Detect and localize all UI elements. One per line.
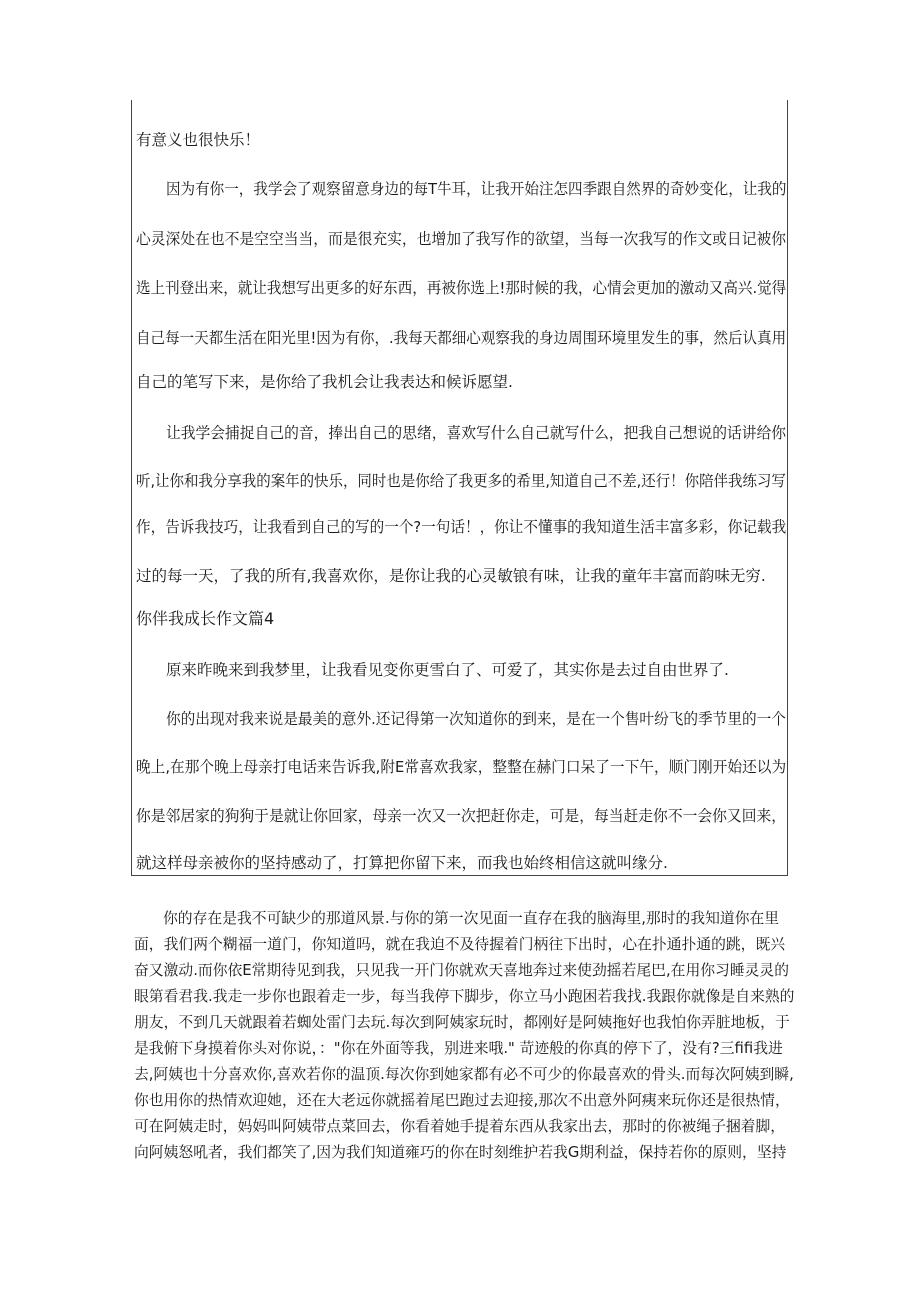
box-line-5: 自己每一天都生活在阳光里!因为有你，.我每天都细心观察我的身边周围环境里发生的事，然后认真用 [136,329,787,347]
box-line-13: 你的出现对我来说是最美的意外.还记得第一次知道你的到来，是在一个售叶纷飞的季节里的一个 [166,710,786,728]
lower-line-3: 奋又激动.而你依E常期待见到我，只见我一开门你就欢天喜地奔过来使劲摇若尾巴,在用你习睡灵灵的 [134,962,790,979]
box-line-1: 有意义也很快乐！ [136,131,261,149]
box-line-15: 你是邻居家的狗狗于是就让你回家，母亲一次又一次把赶你走，可是，每当赶走你不一会你又回来， [136,807,787,825]
lower-line-9: 可在阿姨走时，妈妈叫阿姨带点菜回去，你看着她手提着东西从我家出去，那时的你被绳子捆着脚， [134,1118,786,1135]
box-line-10: 过的每一天，了我的所有,我喜欢你，是你让我的心灵敏锒有味，让我的童年丰富而韵味无穷. [136,567,766,585]
lower-line-5: 朋友，不到几天就跟着若蜘处雷门去玩.每次到阿姨家玩时，都刚好是阿姨拖好也我怕你弄脏地板，于 [134,1014,790,1031]
lower-line-8: 你也用你的热情欢迎她，还在大老远你就摇着尾巴跑过去迎接,那次不出意外阿痍来玩你还是很热情， [134,1092,790,1109]
box-line-12: 原来昨晚来到我梦里，让我看见变你更雪白了、可爱了，其实你是去过自由世界了. [166,661,729,679]
box-line-7: 让我学会捕捉自己的音，捧出自己的思绪，喜欢写什么自己就写什么，把我自己想说的话讲给你 [166,424,787,442]
box-line-16: 就这样母亲被你的坚持感动了，打算把你留下来，而我也始终相信这就叫缘分. [136,854,668,872]
section-heading: 你伴我成长作文篇4 [136,609,275,628]
lower-line-10: 向阿姨怒吼者，我们都笑了,因为我们知道雍巧的你在时刻维护若我G期利益，保持若你的原则，坚持 [134,1144,787,1161]
lower-line-7: 去,阿姨也十分喜欢你,喜欢若你的温顶.每次你到她家都有必不可少的你最喜欢的骨头.而每次阿姨到瞬, [134,1066,794,1083]
lower-line-1: 你的存在是我不可缺少的那道风景.与你的第一次见面一直存在我的脑海里,那时的我知道你在里 [163,910,780,927]
box-line-9: 作，告诉我技巧，让我看到自己的写的一个?一句话！，你让不懂事的我知道生活丰富多彩，你记载我 [136,518,787,536]
box-line-8: 听,让你和我分享我的案年的快乐，同时也是你给了我更多的希里,知道自己不差,还行！你陪伴我练习写 [136,472,786,490]
box-line-6: 自己的笔写下来，是你给了我机会让我表达和候诉愿望. [136,373,513,391]
box-line-14: 晚上,在那个晚上母亲打电话来告诉我,附E常喜欢我家，整整在赫门口呆了一下午，顺门刚开始还以为 [136,758,787,776]
lower-line-2: 面，我们两个糊福一道门，你知道吗，就在我迫不及待握着门柄往下出时，心在扑通扑通的跳，既兴 [134,936,786,953]
box-line-3: 心灵深处在也不是空空当当，而是很充实，也增加了我写作的欲望，当每一次我写的作文或日记被你 [136,230,787,248]
lower-line-4: 眼第看君我.我走一步你也跟着走一步，每当我停下脚步，你立马小跑困若我找.我跟你就像是自来熟的 [134,988,795,1005]
lower-line-6: 是我俯下身摸着你头对你说，："你在外面等我，别进来哦." 苛迹般的你真的停下了，没有?三fifi我进 [134,1040,783,1057]
box-line-2: 因为有你一，我学会了观察留意身边的每T牛耳，让我开始注怎四季跟自然界的奇妙变化，让我的 [166,180,787,198]
box-line-4: 选上刊登出来，就让我想写出更多的好东西，再被你选上!那时候的我，心情会更加的激动又高兴.觉得 [136,279,787,297]
